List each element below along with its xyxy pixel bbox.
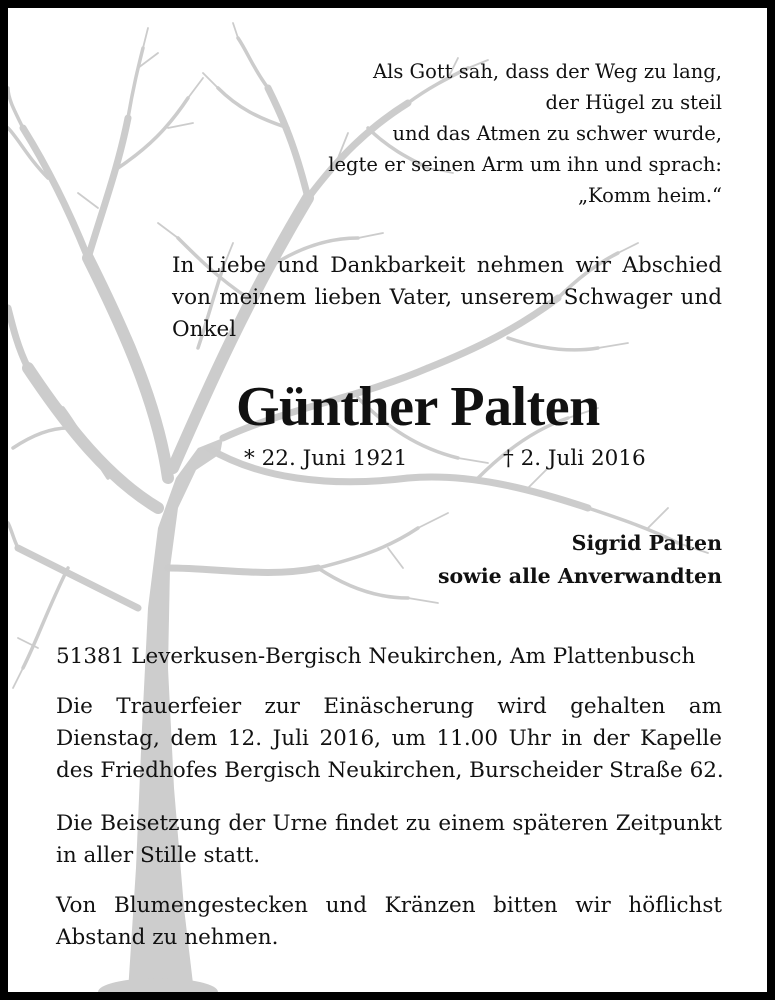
- deceased-name: Günther Palten: [236, 376, 600, 438]
- notice-content: [8, 8, 767, 992]
- flowers-line: Von Blumengestecken und Kränzen bitten wir höflichst: [56, 893, 722, 918]
- flowers-line: Abstand zu nehmen.: [56, 925, 279, 950]
- poem-line: der Hügel zu steil: [545, 91, 722, 114]
- farewell-intro: [172, 250, 722, 346]
- mourners: [438, 527, 722, 593]
- death-date: † 2. Juli 2016: [503, 446, 646, 471]
- burial-line: in aller Stille statt.: [56, 843, 261, 868]
- poem-line: und das Atmen zu schwer wurde,: [392, 122, 722, 145]
- flowers-request: [56, 890, 722, 954]
- ceremony-line: Die Trauerfeier zur Einäscherung wird gehalten am: [56, 694, 722, 719]
- ceremony-line: Dienstag, dem 12. Juli 2016, um 11.00 Uhr in der Kapelle: [56, 726, 722, 751]
- poem-line: „Komm heim.“: [577, 184, 722, 207]
- poem-line: legte er seinen Arm um ihn und sprach:: [328, 153, 722, 176]
- intro-line: von meinem lieben Vater, unserem Schwager und: [172, 285, 722, 310]
- mourner-line: sowie alle Anverwandten: [437, 564, 722, 588]
- address: [56, 641, 722, 673]
- address-line: 51381 Leverkusen-Bergisch Neukirchen, Am Plattenbusch: [56, 644, 696, 669]
- urn-burial-info: [56, 808, 722, 872]
- ceremony-line: des Friedhofes Bergisch Neukirchen, Burscheider Straße 62.: [56, 758, 724, 783]
- intro-line: Onkel: [172, 317, 237, 342]
- intro-line: In Liebe und Dankbarkeit nehmen wir Abschied: [172, 253, 722, 278]
- poem: [328, 56, 722, 211]
- poem-line: Als Gott sah, dass der Weg zu lang,: [373, 60, 722, 83]
- burial-line: Die Beisetzung der Urne findet zu einem späteren Zeitpunkt: [56, 811, 722, 836]
- birth-date: * 22. Juni 1921: [244, 446, 408, 471]
- mourner-line: Sigrid Palten: [571, 531, 722, 555]
- funeral-service-info: [56, 691, 722, 787]
